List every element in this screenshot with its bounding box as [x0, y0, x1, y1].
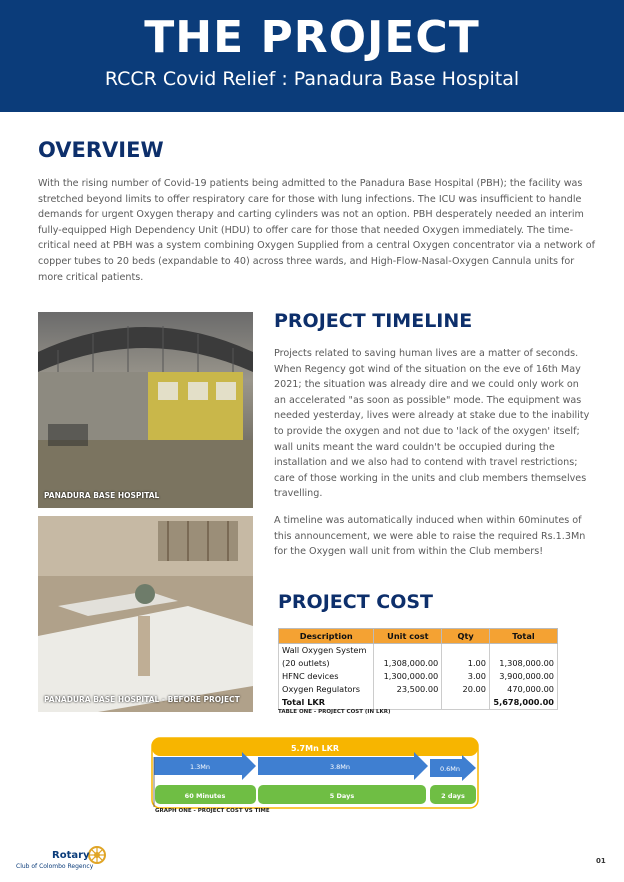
row-qty: 20.00: [442, 683, 490, 696]
photo1-caption: PANADURA BASE HOSPITAL: [44, 491, 160, 500]
page-number: 01: [596, 857, 606, 865]
arrow-stage-2-label: 3.8Mn: [329, 763, 351, 771]
row-total: 3,900,000.00: [489, 670, 557, 683]
timeline-heading: PROJECT TIMELINE: [274, 310, 473, 332]
rotary-brand: Rotary: [52, 850, 90, 861]
rotary-club-name: Club of Colombo Regency: [16, 863, 94, 870]
col-qty: Qty: [442, 629, 490, 644]
col-total: Total: [489, 629, 557, 644]
total-label: Total LKR: [279, 696, 374, 710]
timeline-body-2: A timeline was automatically induced when within 60minutes of this announcement, we were able to raise the required Rs.1.3Mn for the Oxygen wall unit from within the Club members!: [274, 515, 586, 558]
cost-table-header: [279, 629, 558, 644]
duration-stage-2-label: 5 Days: [329, 792, 355, 800]
table-row: [279, 670, 558, 683]
cost-table: [278, 628, 558, 710]
table-total-row: [279, 696, 558, 710]
total-bar-label: 5.7Mn LKR: [290, 744, 340, 753]
page-subtitle: RCCR Covid Relief : Panadura Base Hospital: [104, 68, 520, 90]
ward-photo-illustration: [38, 516, 253, 712]
hospital-photo-illustration: [38, 312, 253, 508]
table-row: [279, 644, 558, 658]
duration-stage-3-label: 2 days: [441, 792, 465, 800]
hospital-photo: [38, 312, 253, 508]
row-unit-cost: 23,500.00: [374, 683, 442, 696]
cost-time-graph: [150, 737, 480, 809]
row-total: 470,000.00: [489, 683, 557, 696]
page-title: THE PROJECT: [144, 12, 480, 63]
row-description: Wall Oxygen System: [279, 644, 374, 658]
rotary-wheel-icon: [88, 846, 118, 864]
photo2-caption: PANADURA BASE HOSPITAL - BEFORE PROJECT: [44, 695, 240, 704]
ward-photo: [38, 516, 253, 712]
row-description: (20 outlets): [279, 657, 374, 670]
row-description: HFNC devices: [279, 670, 374, 683]
row-description: Oxygen Regulators: [279, 683, 374, 696]
row-qty: 1.00: [442, 657, 490, 670]
table-caption: TABLE ONE - PROJECT COST (IN LKR): [278, 709, 391, 715]
cost-heading: PROJECT COST: [278, 591, 434, 613]
row-qty: 3.00: [442, 670, 490, 683]
row-unit-cost: 1,300,000.00: [374, 670, 442, 683]
row-total: 1,308,000.00: [489, 657, 557, 670]
arrow-stage-3-label: 0.6Mn: [439, 765, 461, 773]
table-row: [279, 683, 558, 696]
row-unit-cost: 1,308,000.00: [374, 657, 442, 670]
graph-caption: GRAPH ONE - PROJECT COST VS TIME: [155, 808, 270, 814]
timeline-body-1: Projects related to saving human lives are a matter of seconds. When Regency got wind of the situation on the eve of 16th May 2021; the situation was already dire and we could only work on an accelerated "as soon as possible" mode. The equipment was needed yesterday, lives were already at stake due to the inability to provide the oxygen and not due to 'lack of the oxygen' itself; wall units meant the ward couldn't be occupied during the installation and we also had to contend with travel restrictions; care of those working in the units and club members themselves travelling.: [274, 348, 590, 500]
col-unit-cost: Unit cost: [374, 629, 442, 644]
rotary-logo: [16, 846, 126, 872]
table-row: [279, 657, 558, 670]
duration-stage-1-label: 60 Minutes: [184, 792, 226, 800]
overview-body: With the rising number of Covid-19 patients being admitted to the Panadura Base Hospital (PBH); the facility was stretched beyond limits to offer respiratory care for those with lung infections. The ICU was insufficient to handle demands for urgent Oxygen therapy and carting cylinders was not an option. PBH desperately needed an interim fully-equipped High Dependency Unit (HDU) to offer care for those that needed Oxygen immediately. The time-critical need at PBH was a system combining Oxygen Supplied from a central Oxygen concentrator via a network of copper tubes to 20 beds (expandable to 40) across three wards, and High-Flow-Nasal-Oxygen Cannula units for more critical patients.: [38, 178, 595, 283]
col-description: Description: [279, 629, 374, 644]
overview-heading: OVERVIEW: [38, 138, 164, 162]
page-header: [0, 0, 624, 112]
total-value: 5,678,000.00: [489, 696, 557, 710]
arrow-stage-1-label: 1.3Mn: [189, 763, 211, 771]
